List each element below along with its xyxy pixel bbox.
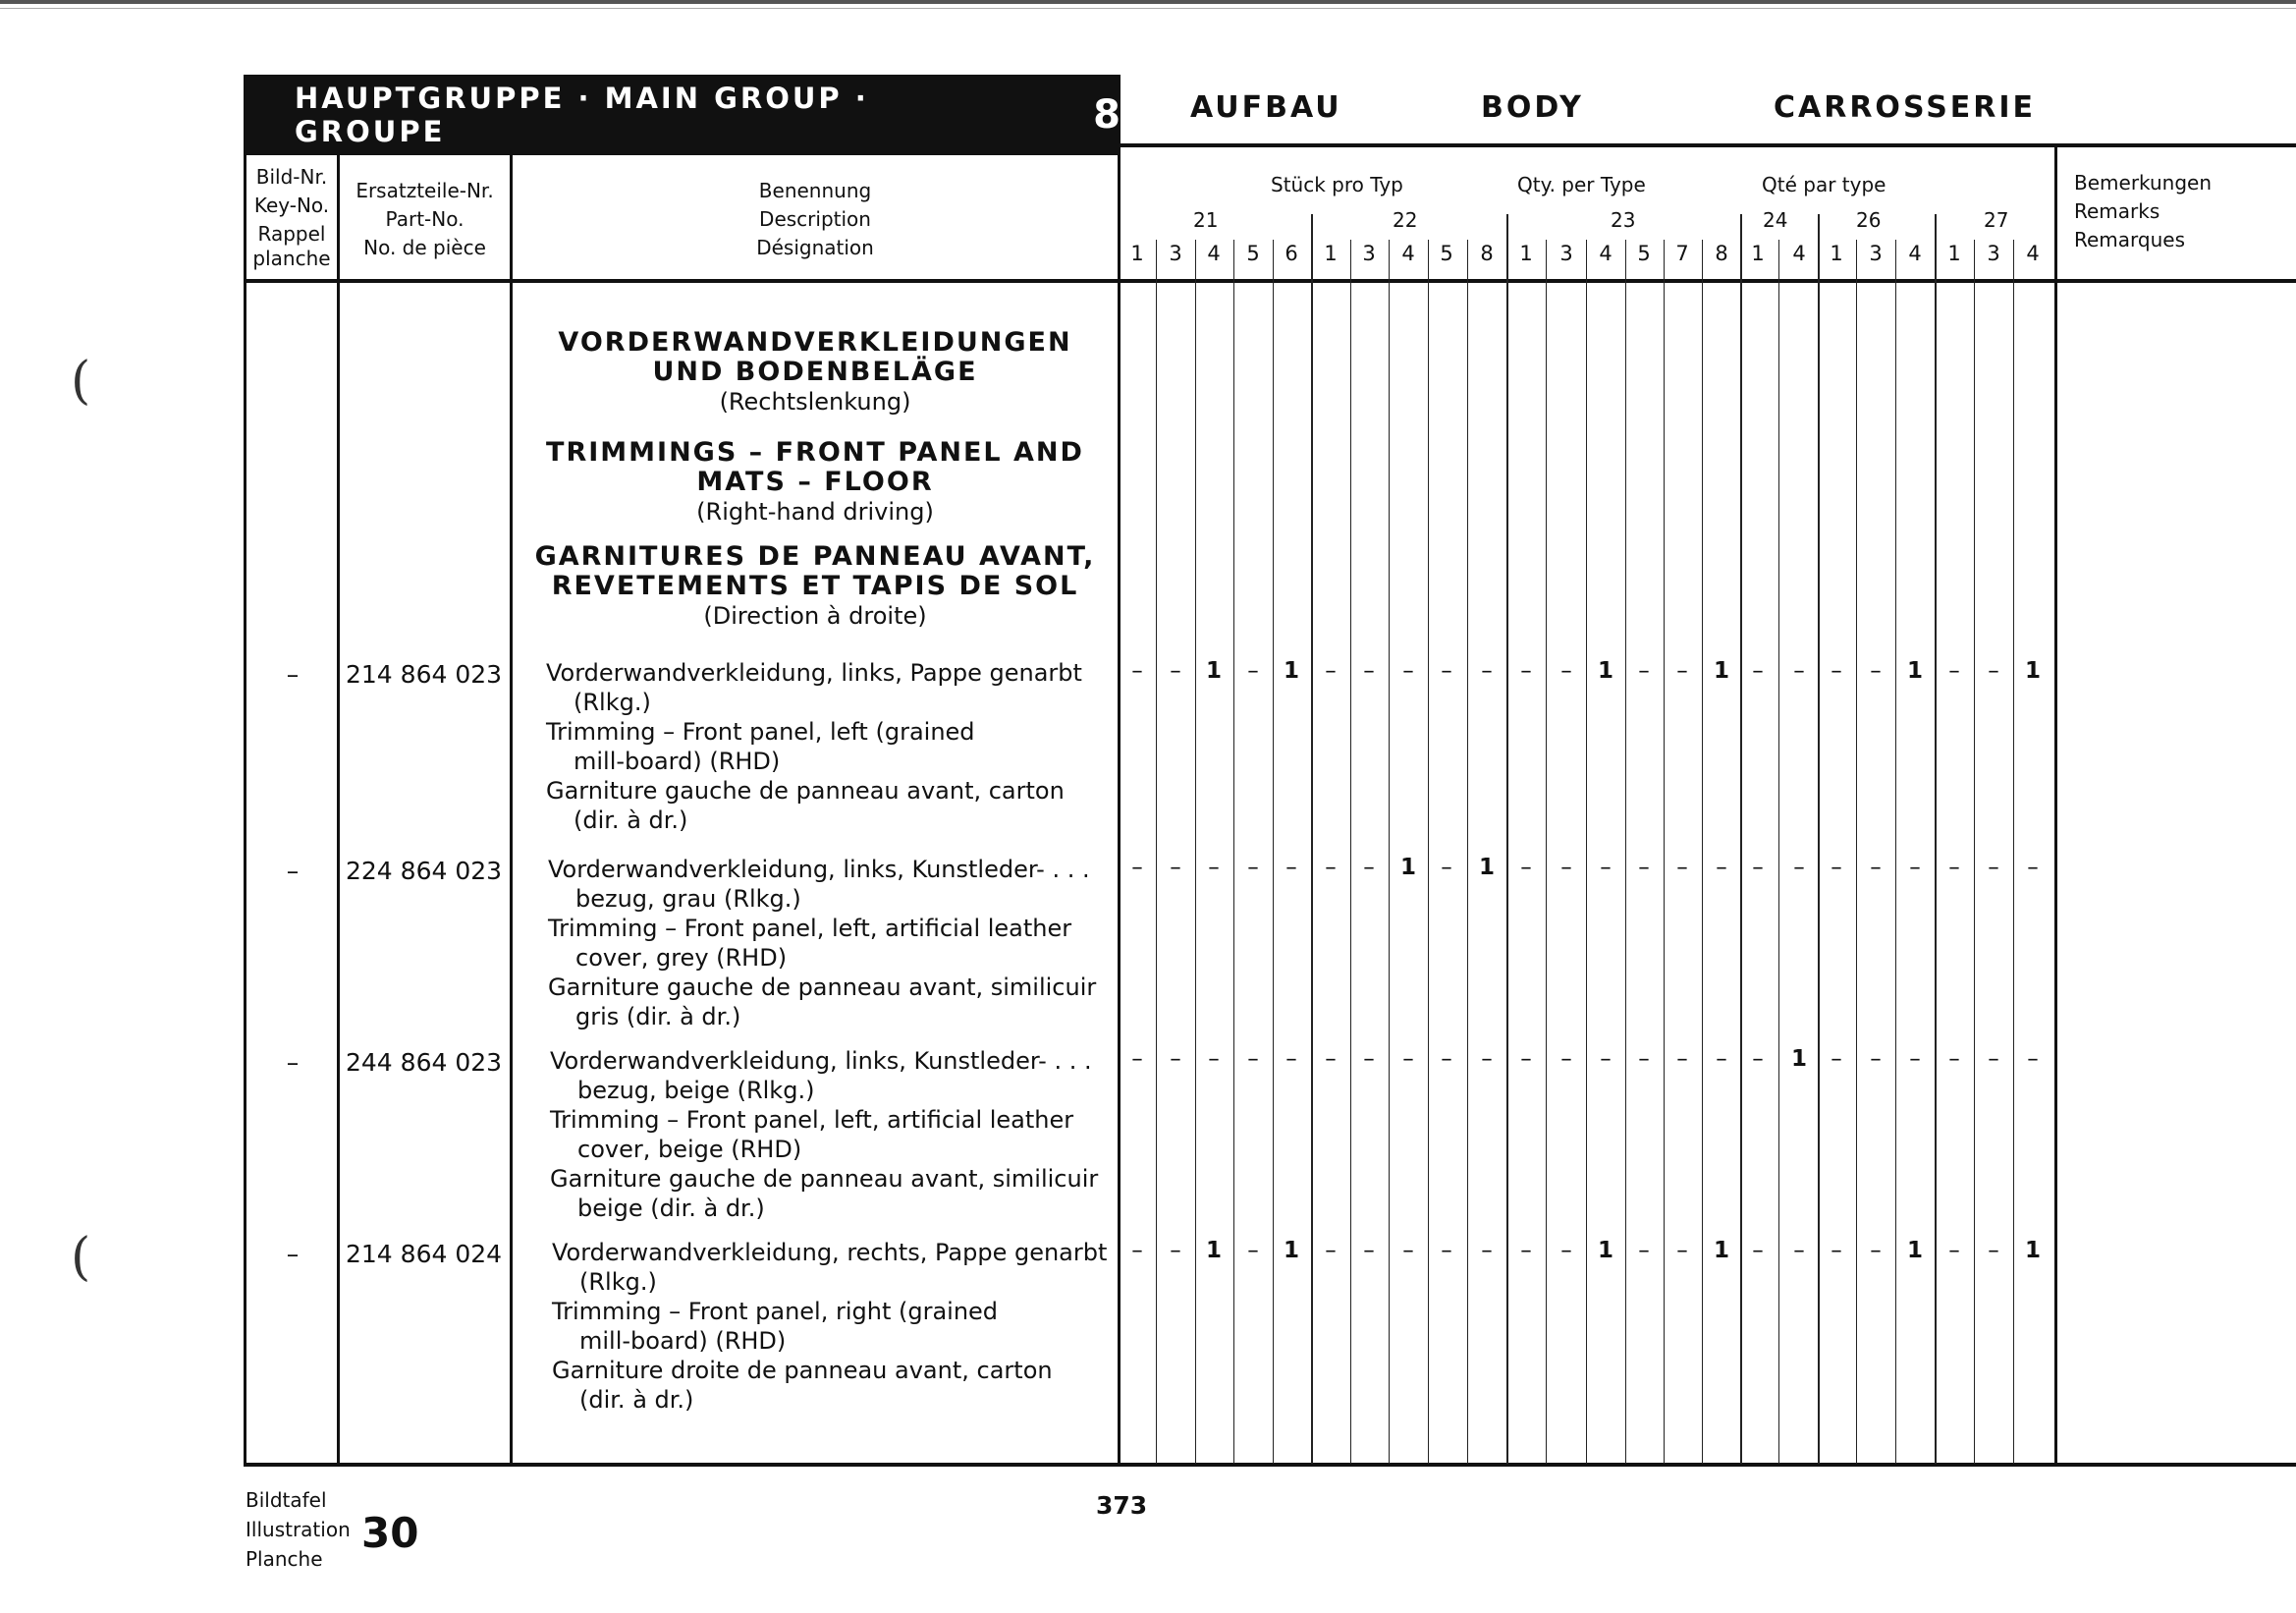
part-description: [550, 1046, 1098, 1223]
quantity-cell: –: [1325, 658, 1337, 684]
main-group-number: 8: [1093, 92, 1121, 138]
remarks-column-header: [2074, 169, 2212, 254]
subtype-label: 1: [1519, 242, 1533, 265]
quantity-cell: 1: [1399, 855, 1416, 880]
quantity-cell: –: [1247, 658, 1259, 684]
plate-number: 30: [361, 1509, 419, 1557]
subtype-label: 8: [1715, 242, 1728, 265]
table-bottom-rule: [244, 1463, 2296, 1467]
quantity-cell: –: [1909, 1046, 1921, 1072]
section-title: [513, 328, 1118, 631]
description-line: Trimming – Front panel, right (grained: [552, 1298, 999, 1325]
description-line: (Rlkg.): [579, 1268, 657, 1296]
quantity-cell: –: [1441, 855, 1452, 880]
type-group-label: 26: [1856, 208, 1882, 232]
quantity-cell: –: [1520, 658, 1532, 684]
quantity-cell: –: [1752, 1046, 1764, 1072]
quantity-column-rule: [1350, 240, 1351, 1464]
scan-edge-line: [0, 8, 2296, 9]
quantity-column-rule: [1273, 240, 1274, 1464]
description-line: (dir. à dr.): [574, 806, 688, 834]
quantity-cell: –: [1131, 1046, 1143, 1072]
quantity-column-rule: [2013, 240, 2014, 1464]
quantity-cell: –: [1752, 658, 1764, 684]
key-column-header: [246, 163, 337, 273]
description-line: gris (dir. à dr.): [575, 1003, 741, 1030]
quantity-cell: –: [1948, 658, 1960, 684]
quantity-cell: –: [1988, 1238, 1999, 1263]
subtype-label: 1: [1324, 242, 1338, 265]
quantity-cell: –: [1831, 1046, 1842, 1072]
quantity-cell: –: [2027, 855, 2039, 880]
quantity-cell: –: [1793, 1238, 1805, 1263]
part-number: 214 864 023: [346, 660, 503, 689]
subtype-label: 5: [1440, 242, 1453, 265]
category-en: BODY: [1481, 90, 1584, 125]
remarks-header-fr: Remarques: [2074, 228, 2186, 251]
quantity-cell: –: [1716, 1046, 1727, 1072]
type-group-label: 21: [1193, 208, 1219, 232]
quantity-cell: –: [1831, 1238, 1842, 1263]
category-de: AUFBAU: [1190, 90, 1342, 125]
quantity-cell: –: [1520, 855, 1532, 880]
subtype-label: 1: [1947, 242, 1961, 265]
quantity-cell: –: [1831, 658, 1842, 684]
quantity-cell: –: [1560, 1238, 1572, 1263]
section-title-fr: GARNITURES DE PANNEAU AVANT,: [534, 541, 1096, 572]
quantity-column-rule: [1156, 240, 1157, 1464]
quantity-cell: –: [1716, 855, 1727, 880]
description-line: mill-board) (RHD): [574, 748, 781, 775]
quantity-cell: –: [1170, 658, 1181, 684]
quantity-column-rule: [1233, 240, 1234, 1464]
subtype-label: 3: [1869, 242, 1883, 265]
column-divider: [337, 155, 340, 1466]
quantity-cell: 1: [1713, 1238, 1729, 1263]
section-title-de-2: UND BODENBELÄGE: [652, 357, 978, 387]
quantity-column-rule: [1546, 240, 1547, 1464]
subtype-label: 3: [1169, 242, 1182, 265]
part-description: [552, 1238, 1107, 1415]
desc-header-de: Benennung: [758, 179, 872, 202]
quantity-cell: –: [1638, 1046, 1650, 1072]
quantity-cell: –: [1676, 1238, 1688, 1263]
quantity-cell: –: [1325, 855, 1337, 880]
quantity-cell: 1: [1713, 658, 1729, 684]
quantity-cell: –: [1363, 1238, 1375, 1263]
key-header-fr-2: planche: [252, 247, 331, 270]
part-number: 244 864 023: [346, 1048, 503, 1077]
quantity-cell: –: [1520, 1238, 1532, 1263]
key-header-de: Bild-Nr.: [255, 165, 328, 189]
subtype-label: 7: [1675, 242, 1689, 265]
quantity-cell: 1: [1205, 1238, 1222, 1263]
key-number: –: [286, 857, 300, 885]
section-title-en-2: MATS – FLOOR: [696, 467, 934, 497]
part-number: 214 864 024: [346, 1240, 503, 1268]
description-line: (dir. à dr.): [579, 1386, 694, 1414]
description-line: Trimming – Front panel, left, artificial leather: [548, 915, 1072, 942]
description-line: Trimming – Front panel, left, artificial leather: [550, 1106, 1074, 1134]
quantity-cell: –: [1131, 1238, 1143, 1263]
quantity-column-rule: [1311, 214, 1313, 1464]
key-header-en: Key-No.: [253, 194, 330, 217]
table-border-left: [244, 155, 246, 1466]
quantity-cell: –: [1402, 1238, 1414, 1263]
description-line: Vorderwandverkleidung, links, Kunstleder- . . .: [548, 856, 1090, 883]
quantity-cell: –: [1676, 1046, 1688, 1072]
subtype-label: 4: [1792, 242, 1806, 265]
subtype-label: 1: [1830, 242, 1843, 265]
type-group-label: 22: [1393, 208, 1418, 232]
quantity-cell: –: [1870, 855, 1882, 880]
punch-hole-mark: (: [71, 352, 91, 411]
quantity-cell: –: [1170, 1238, 1181, 1263]
description-line: Garniture gauche de panneau avant, similicuir: [550, 1165, 1099, 1193]
quantity-cell: 1: [1597, 1238, 1613, 1263]
quantity-cell: 1: [1790, 1046, 1807, 1072]
quantity-cell: –: [1481, 658, 1493, 684]
quantity-cell: –: [1870, 1238, 1882, 1263]
section-subtitle-de: (Rechtslenkung): [719, 388, 911, 416]
subtype-label: 3: [1559, 242, 1573, 265]
quantity-cell: –: [1208, 1046, 1220, 1072]
subtype-label: 3: [1362, 242, 1376, 265]
description-line: cover, beige (RHD): [577, 1136, 802, 1163]
quantity-cell: –: [1600, 855, 1612, 880]
quantity-cell: –: [1247, 1238, 1259, 1263]
part-header-de: Ersatzteile-Nr.: [355, 179, 494, 202]
quantity-column-rule: [1818, 214, 1820, 1464]
quantity-cell: –: [1441, 1046, 1452, 1072]
quantity-cell: –: [1402, 658, 1414, 684]
quantity-cell: –: [1481, 1046, 1493, 1072]
quantity-cell: –: [1676, 855, 1688, 880]
quantity-cell: –: [1988, 1046, 1999, 1072]
qty-header-en: Qty. per Type: [1517, 173, 1646, 196]
quantity-cell: –: [1560, 855, 1572, 880]
plate-label-en: Illustration: [246, 1518, 351, 1541]
main-group-label: HAUPTGRUPPE · MAIN GROUP · GROUPE: [295, 82, 869, 148]
quantity-cell: –: [1752, 855, 1764, 880]
quantity-cell: –: [1793, 658, 1805, 684]
quantity-cell: –: [1247, 855, 1259, 880]
key-header-fr: Rappel: [257, 222, 326, 246]
subtype-label: 3: [1987, 242, 2000, 265]
quantity-cell: –: [1870, 658, 1882, 684]
description-line: Garniture gauche de panneau avant, carton: [546, 777, 1065, 805]
quantity-cell: –: [1402, 1046, 1414, 1072]
description-line: Vorderwandverkleidung, links, Pappe genarbt: [546, 659, 1082, 687]
quantity-cell: –: [1831, 855, 1842, 880]
quantity-cell: –: [1481, 1238, 1493, 1263]
header-bottom-rule: [244, 279, 2296, 283]
quantity-cell: –: [1948, 855, 1960, 880]
quantity-cell: –: [1285, 855, 1297, 880]
description-line: Trimming – Front panel, left (grained: [546, 718, 975, 746]
quantity-cell: –: [1363, 855, 1375, 880]
plate-label-de: Bildtafel: [246, 1488, 327, 1512]
description-line: Garniture gauche de panneau avant, similicuir: [548, 973, 1097, 1001]
subtype-label: 4: [1207, 242, 1221, 265]
quantity-cell: 1: [1906, 1238, 1923, 1263]
quantity-column-rule: [1778, 240, 1779, 1464]
quantity-column-rule: [1586, 240, 1587, 1464]
quantity-cell: 1: [1283, 1238, 1299, 1263]
description-line: Vorderwandverkleidung, rechts, Pappe genarbt: [552, 1239, 1108, 1266]
punch-hole-mark: (: [71, 1228, 91, 1287]
subtype-label: 1: [1130, 242, 1144, 265]
part-header-fr: No. de pièce: [363, 236, 486, 259]
quantity-column-rule: [1740, 214, 1742, 1464]
category-fr: CARROSSERIE: [1774, 90, 2037, 125]
column-divider: [2054, 143, 2057, 1466]
part-number: 224 864 023: [346, 857, 503, 885]
quantity-cell: –: [1638, 1238, 1650, 1263]
type-group-label: 23: [1611, 208, 1636, 232]
qty-header-de: Stück pro Typ: [1271, 173, 1403, 196]
section-title-en: TRIMMINGS – FRONT PANEL AND: [546, 437, 1084, 468]
quantity-column-rule: [1389, 240, 1390, 1464]
quantity-cell: 1: [2024, 1238, 2041, 1263]
quantity-cell: –: [1638, 855, 1650, 880]
scan-edge-line: [0, 0, 2296, 4]
part-description: [548, 855, 1096, 1031]
quantity-column-rule: [1935, 214, 1937, 1464]
quantity-cell: –: [1752, 1238, 1764, 1263]
quantity-cell: –: [1131, 855, 1143, 880]
main-group-banner: [244, 75, 1121, 155]
quantity-cell: –: [1560, 658, 1572, 684]
subtype-label: 5: [1246, 242, 1260, 265]
quantity-cell: –: [1208, 855, 1220, 880]
subtype-label: 5: [1637, 242, 1651, 265]
quantity-cell: –: [1520, 1046, 1532, 1072]
quantity-cell: –: [1676, 658, 1688, 684]
quantity-cell: 1: [1283, 658, 1299, 684]
quantity-cell: –: [1285, 1046, 1297, 1072]
quantity-cell: –: [1988, 855, 1999, 880]
section-title-de: VORDERWANDVERKLEIDUNGEN: [558, 327, 1072, 358]
subtype-label: 6: [1285, 242, 1298, 265]
quantity-cell: –: [1170, 855, 1181, 880]
quantity-cell: –: [1441, 658, 1452, 684]
quantity-cell: –: [1560, 1046, 1572, 1072]
quantity-cell: –: [1363, 1046, 1375, 1072]
quantity-cell: –: [1600, 1046, 1612, 1072]
quantity-cell: –: [2027, 1046, 2039, 1072]
type-group-label: 24: [1763, 208, 1788, 232]
description-line: Vorderwandverkleidung, links, Kunstleder- . . .: [550, 1047, 1092, 1075]
description-line: (Rlkg.): [574, 689, 651, 716]
subtype-label: 4: [1401, 242, 1415, 265]
description-line: beige (dir. à dr.): [577, 1195, 765, 1222]
quantity-column-rule: [1702, 240, 1703, 1464]
quantity-cell: –: [1247, 1046, 1259, 1072]
description-column-header: [513, 177, 1118, 262]
plate-label: [246, 1485, 351, 1574]
desc-header-fr: Désignation: [756, 236, 874, 259]
quantity-cell: –: [1131, 658, 1143, 684]
quantity-cell: 1: [1906, 658, 1923, 684]
quantity-column-rule: [1895, 240, 1896, 1464]
page-number: 373: [1096, 1491, 1148, 1520]
quantity-cell: –: [1988, 658, 1999, 684]
quantity-cell: 1: [1205, 658, 1222, 684]
subtype-label: 1: [1751, 242, 1765, 265]
quantity-cell: 1: [1478, 855, 1495, 880]
quantity-column-rule: [1974, 240, 1975, 1464]
type-group-label: 27: [1984, 208, 2009, 232]
part-header-en: Part-No.: [385, 207, 465, 231]
quantity-column-rule: [1467, 240, 1468, 1464]
quantity-cell: –: [1948, 1046, 1960, 1072]
remarks-header-en: Remarks: [2074, 199, 2160, 223]
quantity-cell: –: [1441, 1238, 1452, 1263]
quantity-cell: –: [1948, 1238, 1960, 1263]
quantity-cell: –: [1325, 1046, 1337, 1072]
subtype-label: 8: [1480, 242, 1494, 265]
subtype-label: 4: [2026, 242, 2040, 265]
remarks-header-de: Bemerkungen: [2074, 171, 2213, 195]
description-line: bezug, grau (Rlkg.): [575, 885, 801, 913]
quantity-column-rule: [1428, 240, 1429, 1464]
section-subtitle-fr: (Direction à droite): [703, 602, 927, 630]
key-number: –: [286, 1048, 300, 1077]
qty-header-fr: Qté par type: [1762, 173, 1886, 196]
plate-label-fr: Planche: [246, 1547, 323, 1571]
desc-header-en: Description: [759, 207, 871, 231]
quantity-cell: –: [1793, 855, 1805, 880]
part-column-header: [340, 177, 510, 262]
quantity-column-rule: [1856, 240, 1857, 1464]
quantity-cell: –: [1909, 855, 1921, 880]
quantity-column-rule: [1506, 214, 1508, 1464]
description-line: mill-board) (RHD): [579, 1327, 787, 1355]
quantity-cell: –: [1363, 658, 1375, 684]
quantity-column-rule: [1664, 240, 1665, 1464]
quantity-column-rule: [1195, 240, 1196, 1464]
quantity-cell: –: [1638, 658, 1650, 684]
description-line: bezug, beige (Rlkg.): [577, 1077, 815, 1104]
description-line: cover, grey (RHD): [575, 944, 788, 972]
header-rule: [1121, 143, 2296, 147]
section-title-fr-2: REVETEMENTS ET TAPIS DE SOL: [551, 571, 1079, 601]
quantity-cell: 1: [1597, 658, 1613, 684]
quantity-cell: –: [1170, 1046, 1181, 1072]
part-description: [546, 658, 1082, 835]
description-line: Garniture droite de panneau avant, carton: [552, 1357, 1053, 1384]
section-subtitle-en: (Right-hand driving): [696, 498, 934, 526]
quantity-cell: –: [1325, 1238, 1337, 1263]
quantity-column-rule: [1625, 240, 1626, 1464]
subtype-label: 4: [1908, 242, 1922, 265]
column-divider: [1118, 143, 1121, 1466]
subtype-label: 4: [1599, 242, 1613, 265]
key-number: –: [286, 660, 300, 689]
quantity-cell: 1: [2024, 658, 2041, 684]
key-number: –: [286, 1240, 300, 1268]
quantity-cell: –: [1870, 1046, 1882, 1072]
